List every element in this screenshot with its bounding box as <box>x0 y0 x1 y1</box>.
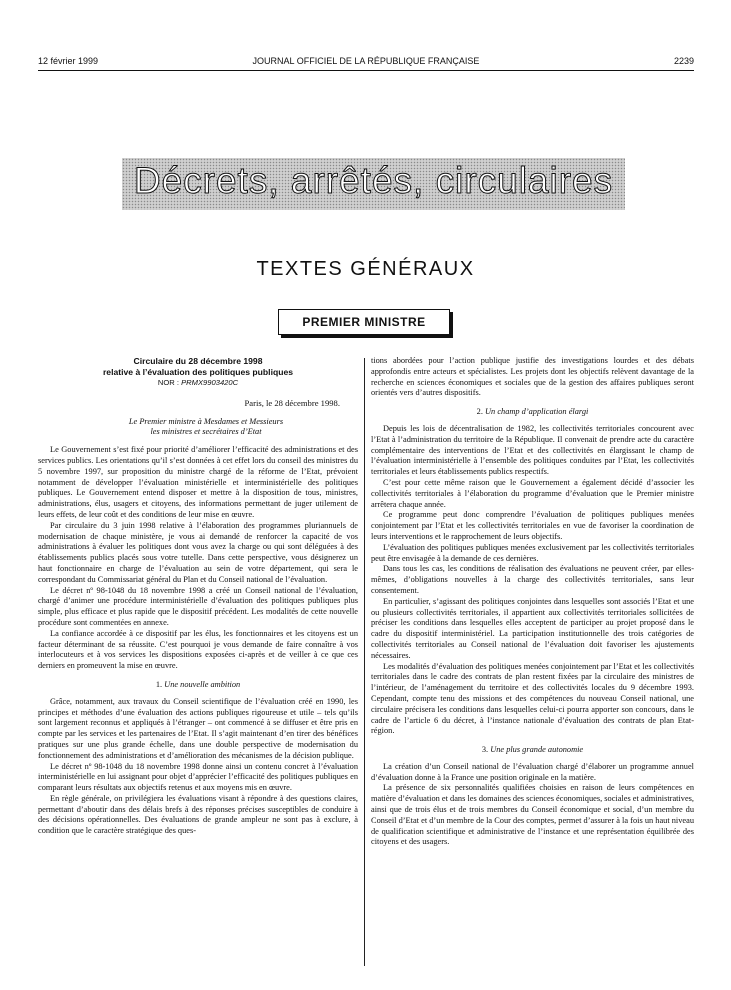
section-title-text: Un champ d’application élargi <box>485 407 589 417</box>
paragraph: Par circulaire du 3 juin 1998 relative à l’élaboration des programmes pluriannuels de modernisation de chaque ministère, je vous ai demandé de renforcer la capacité de vos administrations à évaluer les politiques dont vous avez la charge ou qui sont déléguées à des établissements publics placés sous votre tutelle. Dans cette perspective, vous désignerez un haut fonctionnaire en charge de l’évaluation au sein de votre département, qui sera le correspondant du Commissariat général du Plan et du Conseil national de l’évaluation. <box>38 520 358 584</box>
paragraph: Le décret nº 98-1048 du 18 novembre 1998 a créé un Conseil national de l’évaluation, chargé d’animer une procédure interministérielle d’évaluation des politiques publiques plus simple, plus efficace et plus rapide que le dispositif précédent. Les modalités de cette nouvelle procédure sont commentées en annexe. <box>38 585 358 627</box>
paragraph: Grâce, notamment, aux travaux du Conseil scientifique de l’évaluation créé en 1990, les principes et méthodes d’une évaluation des actions publiques rigoureuse et utile – tels qu’ils sont largement reconnus et appliqués à l’étranger – ont commencé à se diffuser et être pris en compte par les services et les partenaires de l’Etat. Il s’agit maintenant d’en tirer des bénéfices pratiques sur une plus grande échelle, dans une double perspective de modernisation du fonctionnement des administrations et d’amélioration des mécanismes de la décision publique. <box>38 696 358 760</box>
paragraph: Le Gouvernement s’est fixé pour priorité d’améliorer l’efficacité des administrations et des services publics. Les orientations qu’il s’est données à cet effet lors du conseil des ministres du 5 novembre 1997, sur proposition du ministre chargé de la réforme de l’Etat, prévoient notamment de développer l’évaluation ministérielle et interministérielle des politiques publiques. Le Gouvernement entend disposer et mettre à la disposition de tous, ministres, administrations, élus, usagers et citoyens, des informations permettant de juger utilement de leurs effets, de leur coût et des conditions de leur mise en œuvre. <box>38 445 358 519</box>
section-number: 1. <box>155 679 163 689</box>
paragraph: Les modalités d’évaluation des politiques menées conjointement par l’Etat et les collectivités territoriales dans le cadre des contrats de plan restent fixées par la circulaire des ministres de l’intérieur, de l’aménagement du territoire et des collectivités locales du 9 décembre 1993. Cependant, compte tenu des missions et des compétences du nouveau Conseil national, une circulaire précisera les conditions dans lesquelles celui-ci pourra apporter son concours, dans le cadre de l’article 6 du décret, à l’instance nationale d’évaluation des contrats de plan Etat-région. <box>371 661 694 736</box>
paragraph: Ce programme peut donc comprendre l’évaluation de politiques publiques menées conjointement par l’Etat et les collectivités territoriales en vue de favoriser la coordination de leurs interventions et le rapprochement de leurs objectifs. <box>371 510 694 541</box>
header-rule <box>38 70 694 71</box>
section-title-text: Une nouvelle ambition <box>164 679 241 689</box>
paragraph: En particulier, s’agissant des politiques conjointes dans lesquelles sont associés l’Etat et une ou plusieurs collectivités territoriales, il appartient aux collectivités territoriales sollicitées de préciser les conditions dans lesquelles elles acceptent de participer au projet proposé dans le cadre du dispositif interministériel. La participation institutionnelle des trois catégories de collectivités territoriales au Conseil national de l’évaluation doit favoriser les ajustements nécessaires. <box>371 596 694 660</box>
nor-label: NOR : <box>157 378 179 387</box>
right-column <box>371 356 694 848</box>
header-journal-title: JOURNAL OFFICIEL DE LA RÉPUBLIQUE FRANÇAISE <box>252 56 480 66</box>
section-heading-1 <box>38 680 358 691</box>
paragraph: Dans tous les cas, les conditions de réalisation des évaluations ne peuvent créer, par elles-mêmes, d’obligations nouvelles à la charge des collectivités territoriales, sans leur consentement. <box>371 564 694 595</box>
banner-title: Décrets, arrêtés, circulaires <box>133 160 614 201</box>
addressee <box>38 417 358 439</box>
paragraph: Le décret nº 98-1048 du 18 novembre 1998 donne ainsi un contenu concret à l’évaluation interministérielle en lui assignant pour objet d’apprécier l’efficacité des politiques publiques en comparant leurs résultats aux objectifs retenus et aux moyens mis en œuvre. <box>38 761 358 793</box>
paragraph: La présence de six personnalités qualifiées choisies en raison de leurs compétences en matière d’évaluation et dans les domaines des sciences économiques, sociales et administratives, ainsi que de trois élus et de trois membres du Conseil économique et social, d’un membre du Conseil d’Etat et d’un membre de la Cour des comptes, permet d’assurer à la fois un haut niveau de qualification scientifique et administrative de l’instance et une représentation équilibrée des citoyens et des usagers. <box>371 783 694 847</box>
ministry-box: PREMIER MINISTRE <box>278 309 450 335</box>
paragraph: La création d’un Conseil national de l’évaluation chargé d’élaborer un programme annuel d’évaluation donne à la France une position originale en la matière. <box>371 761 694 782</box>
circular-title <box>38 356 358 377</box>
section-title-text: Une plus grande autonomie <box>490 745 584 755</box>
section-title: TEXTES GÉNÉRAUX <box>256 258 475 280</box>
section-heading-2 <box>371 407 694 418</box>
paragraph: C’est pour cette même raison que le Gouvernement a également décidé d’associer les collectivités territoriales à l’élaboration du programme d’évaluation que le Premier ministre arrêtera chaque année. <box>371 477 694 509</box>
nor-reference <box>38 378 358 389</box>
circular-title-line2: relative à l’évaluation des politiques publiques <box>102 366 294 377</box>
section-heading-3 <box>371 745 694 756</box>
paragraph: L’évaluation des politiques publiques menées exclusivement par les collectivités territoriales peut être envisagée à la demande de ces dernières. <box>371 542 694 563</box>
circular-title-line1: Circulaire du 28 décembre 1998 <box>133 356 263 366</box>
section-number: 3. <box>481 745 489 755</box>
paragraph: Depuis les lois de décentralisation de 1982, les collectivités territoriales concourent avec l’Etat à l’administration du territoire de la République. Il convenait de prendre acte du caractère complémentaire des interventions de l’Etat et des collectivités en élargissant le champ de l’évaluation interministérielle à l’ensemble des politiques conduites par l’Etat, les collectivités territoriales et leurs établissements publics respectifs. <box>371 423 694 477</box>
paragraph: La confiance accordée à ce dispositif par les élus, les fonctionnaires et les citoyens est un facteur déterminant de sa réussite. C’est pourquoi je vous demande de faire connaître à vos interlocuteurs et à vos services les dispositions exposées ci-après et de veiller à ce que ces derniers en promeuvent la mise en œuvre. <box>38 628 358 671</box>
header-date: 12 février 1999 <box>38 56 99 66</box>
addressee-line2: les ministres et secrétaires d’Etat <box>150 427 262 437</box>
addressee-line1: Le Premier ministre à Mesdames et Messieurs <box>128 416 284 426</box>
paragraph: tions abordées pour l’action publique justifie des investigations lourdes et des débats approfondis entre acteurs et spécialistes. Les projets dont les objectifs relèvent davantage de la recherche en sciences économiques et sociales que de la gestion des affaires publiques seront orientés vers d’autres dispositifs. <box>371 356 694 398</box>
header-page-number: 2239 <box>673 56 694 66</box>
section-number: 2. <box>476 407 483 417</box>
column-divider <box>364 358 365 966</box>
nor-number: PRMX9903420C <box>181 378 239 387</box>
paragraph: En règle générale, on privilégiera les évaluations visant à répondre à des questions claires, permettant d’aboutir dans des délais brefs à des réponses précises susceptibles de conduire à des décisions opérationnelles. Des évaluations de grande ampleur ne sont pas à exclure, à condition que le caractère stratégique des ques- <box>38 793 358 836</box>
place-date: Paris, le 28 décembre 1998. <box>244 397 340 408</box>
page-header <box>38 56 694 70</box>
left-column <box>38 356 358 837</box>
